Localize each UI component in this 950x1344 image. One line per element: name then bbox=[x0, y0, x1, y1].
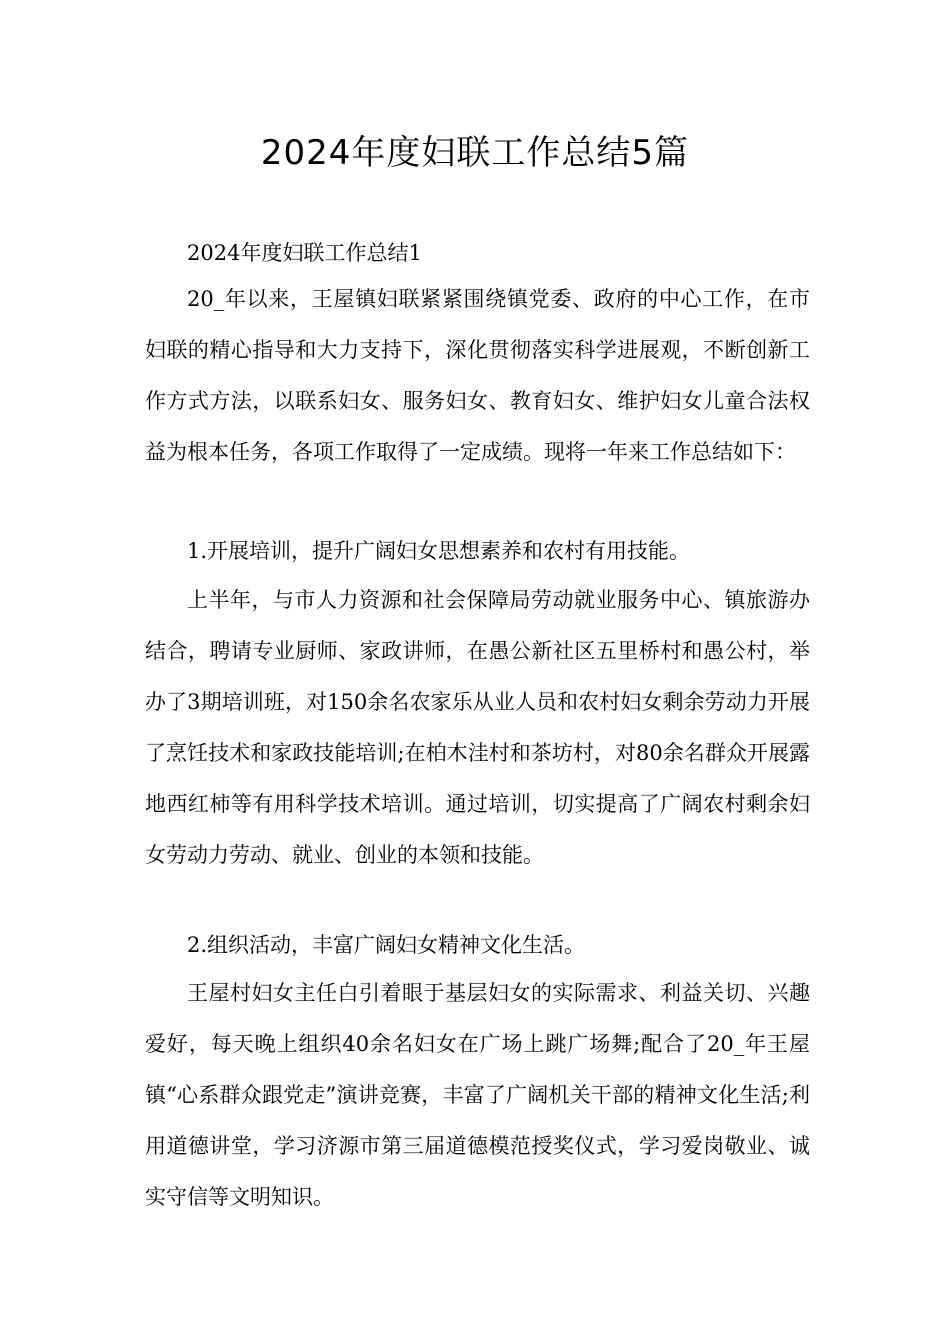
item2-heading: 2.组织活动，丰富广阔妇女精神文化生活。 bbox=[187, 933, 586, 957]
item1-heading: 1.开展培训，提升广阔妇女思想素养和农村有用技能。 bbox=[187, 539, 691, 563]
item2-body: 王屋村妇女主任白引着眼于基层妇女的实际需求、利益关切、兴趣爱好，每天晚上组织40余名妇女在广场上跳广场舞;配合了20_年王屋镇“心系群众跟党走”演讲竞赛，丰富了广阔机关干部的精神文化生活;利用道德讲堂，学习济源市第三届道德模范授奖仪式，学习爱岗敬业、诚实守信等文明知识。 bbox=[145, 981, 810, 1209]
intro-paragraph: 20_年以来，王屋镇妇联紧紧围绕镇党委、政府的中心工作，在市妇联的精心指导和大力支持下，深化贯彻落实科学进展观，不断创新工作方式方法，以联系妇女、服务妇女、教育妇女、维护妇女儿童合法权益为根本任务，各项工作取得了一定成绩。现将一年来工作总结如下： bbox=[145, 287, 810, 464]
document-title: 2024年度妇联工作总结5篇 bbox=[260, 133, 690, 173]
section-title: 2024年度妇联工作总结1 bbox=[187, 241, 422, 265]
item1-body: 上半年，与市人力资源和社会保障局劳动就业服务中心、镇旅游办结合，聘请专业厨师、家政讲师，在愚公新社区五里桥村和愚公村，举办了3期培训班，对150余名农家乐从业人员和农村妇女剩余劳动力开展了烹饪技术和家政技能培训;在柏木洼村和茶坊村，对80余名群众开展露地西红柿等有用科学技术培训。通过培训，切实提高了广阔农村剩余妇女劳动力劳动、就业、创业的本领和技能。 bbox=[145, 588, 810, 867]
